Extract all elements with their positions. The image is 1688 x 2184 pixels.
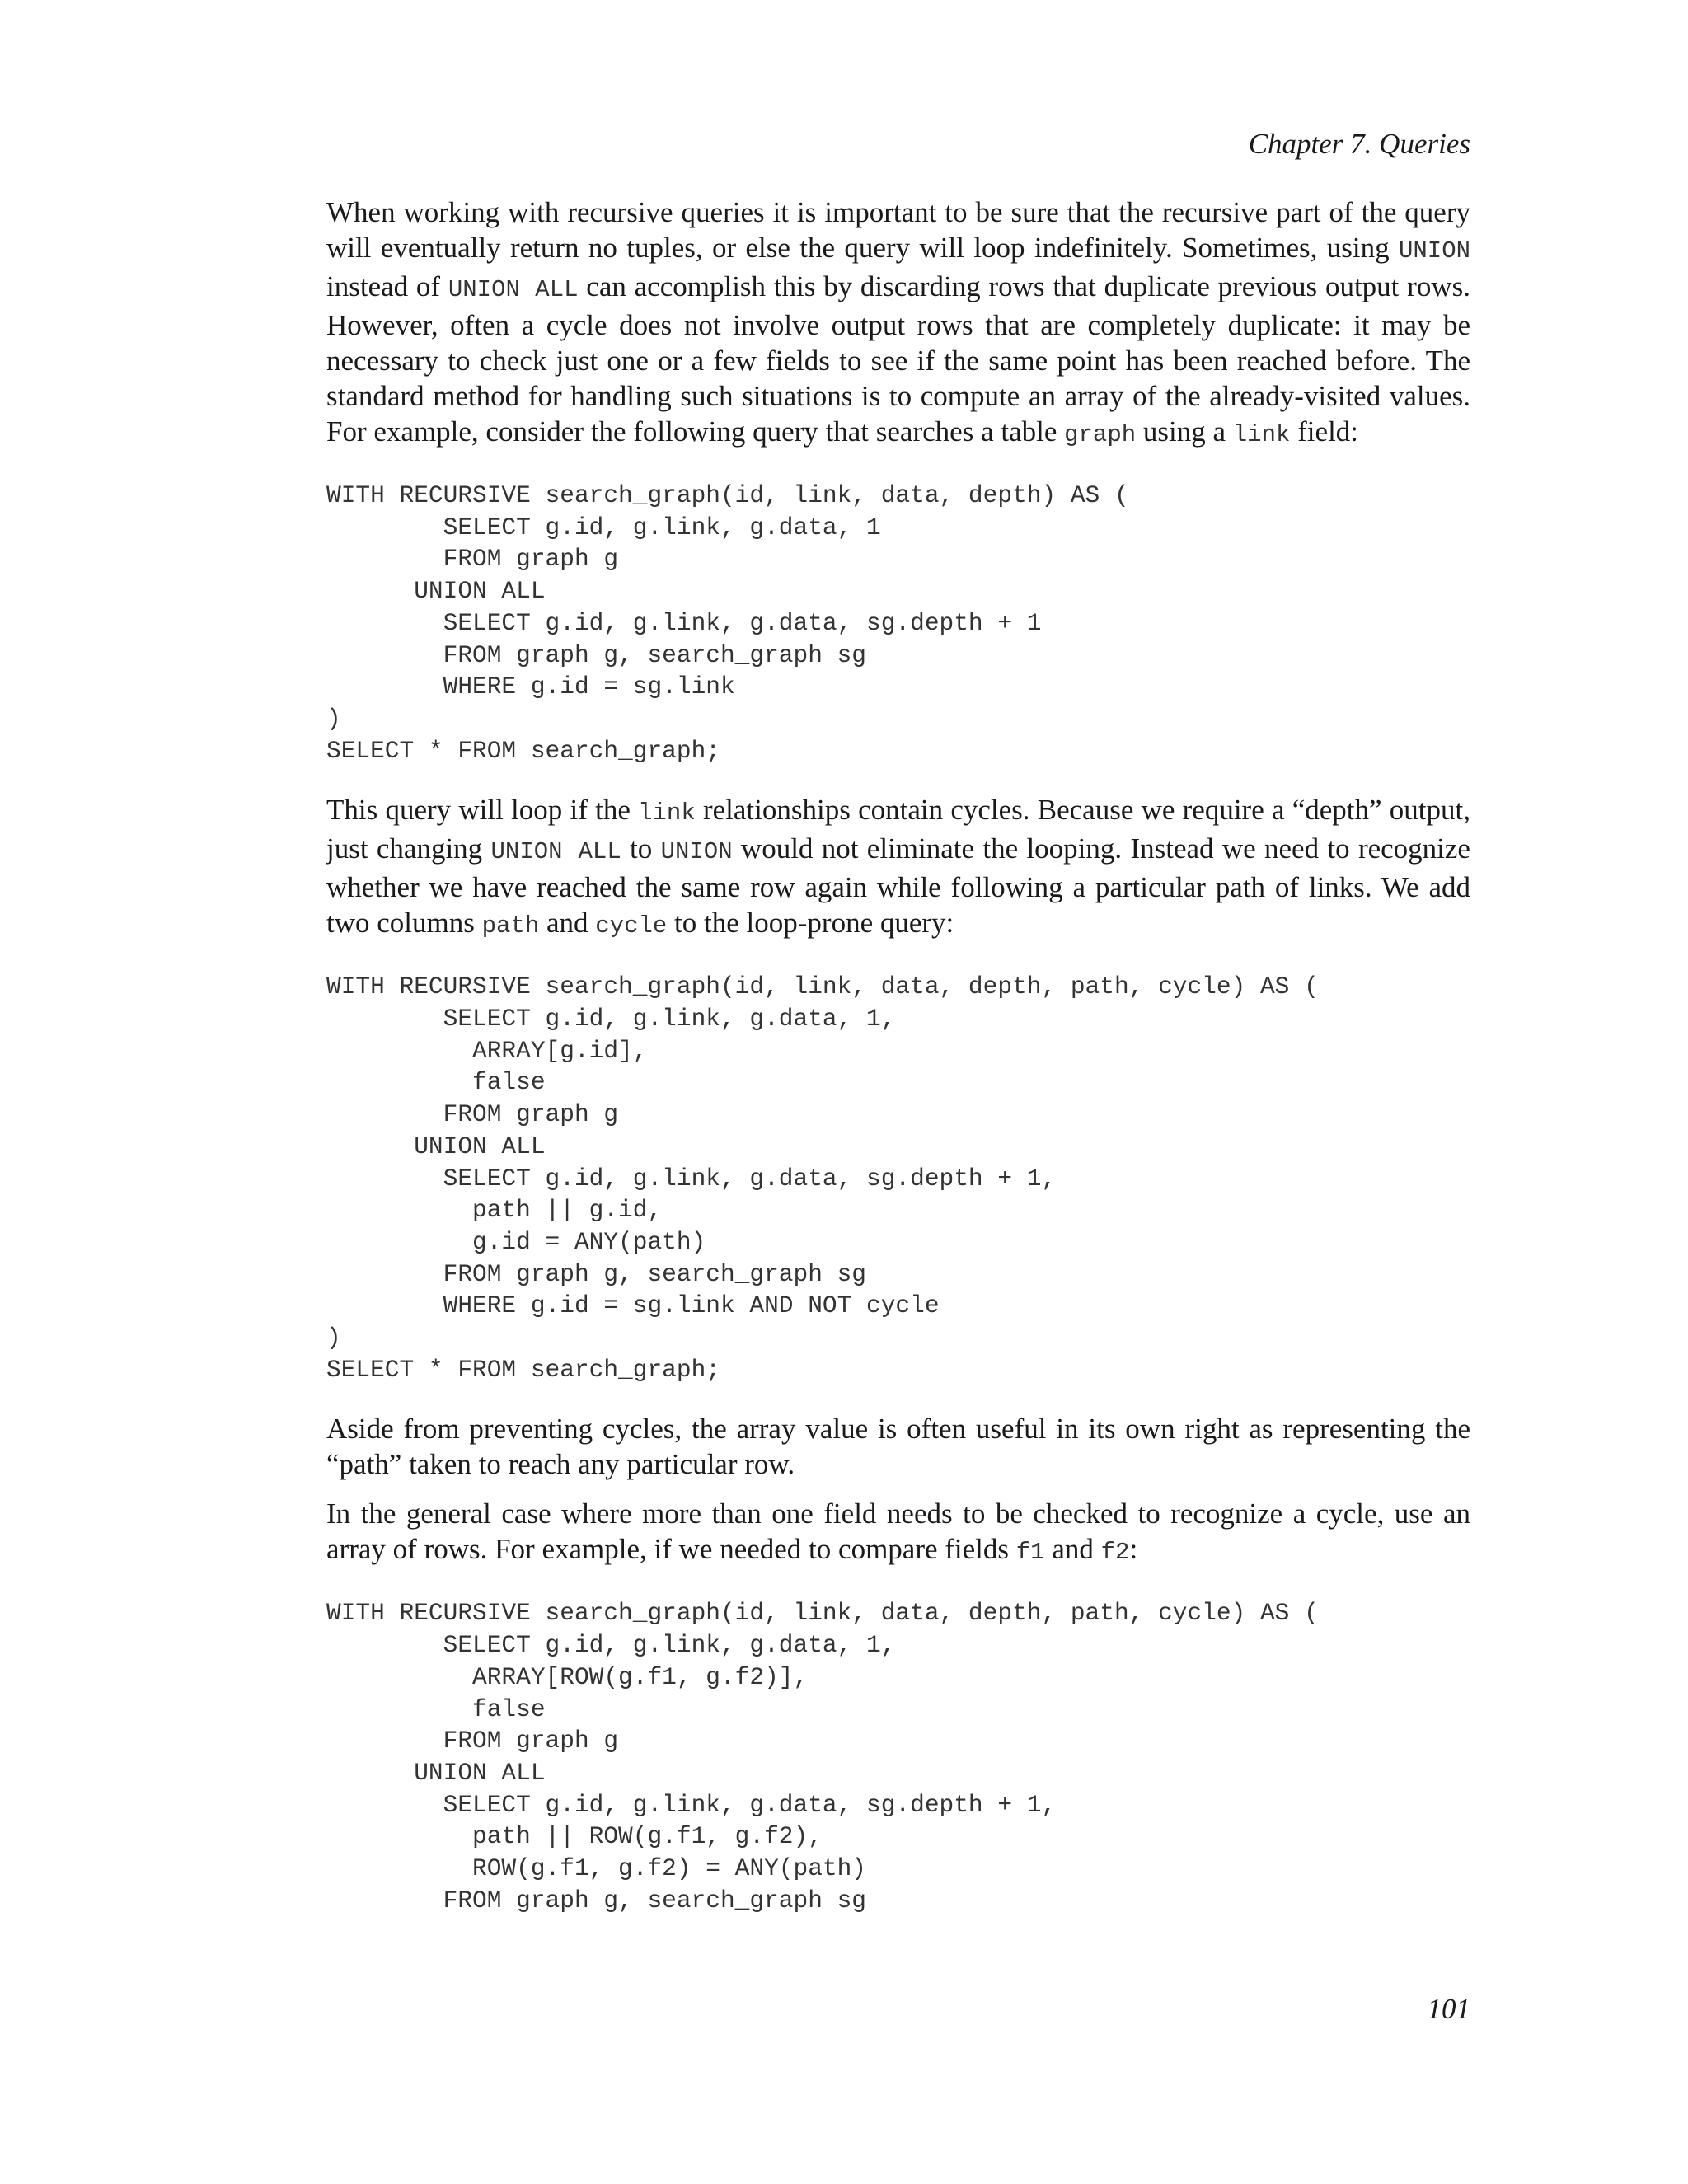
paragraph-recursive-intro <box>326 194 1470 452</box>
code-block-search-graph: WITH RECURSIVE search_graph(id, link, data, depth) AS ( SELECT g.id, g.link, g.data, 1 FROM graph g UNION ALL SELECT g.id, g.link, g.data, sg.depth + 1 FROM graph g, search_graph sg WHERE g.id = sg.link ) SELECT * FROM search_graph; <box>326 481 1129 765</box>
code-block-search-graph-cycle: WITH RECURSIVE search_graph(id, link, data, depth, path, cycle) AS ( SELECT g.id, g.link, g.data, 1, ARRAY[g.id], false FROM graph g UNION ALL SELECT g.id, g.link, g.data, sg.depth + 1, path || g.id, g.id = ANY(path) FROM graph g, search_graph sg WHERE g.id = sg.link AND NOT cycle ) SELECT * FROM search_graph; <box>326 972 1319 1384</box>
text: Aside from preventing cycles, the array value is often useful in its own right as representing the “path” taken to reach any particular row. <box>326 1413 1470 1481</box>
inline-code-cycle: cycle <box>595 912 668 940</box>
text: using a <box>1136 415 1233 448</box>
inline-code-f2: f2 <box>1100 1539 1130 1567</box>
text: instead of <box>326 270 448 302</box>
inline-code-union: UNION <box>1398 237 1470 265</box>
inline-code-path: path <box>481 912 540 940</box>
text: When working with recursive queries it is important to be sure that the recursive part of the query will eventually return no tuples, or else the query will loop indefinitely. Sometimes, using <box>326 196 1470 264</box>
inline-code-f1: f1 <box>1015 1539 1045 1567</box>
text: and <box>1044 1533 1101 1566</box>
running-header: Chapter 7. Queries <box>1248 128 1470 160</box>
page-number: 101 <box>1427 1993 1470 2025</box>
inline-code-union-all: UNION ALL <box>490 838 621 866</box>
text: can accomplish this by discarding rows that duplicate previous output rows. However, often a cycle does not involve output rows that are completely duplicate: it may be necessary to check just one or a few fields to see if the same point has been reached before. The standard method for handling such situations is to compute an array of the already-visited values. For example, consider the following query that searches a table <box>326 270 1470 448</box>
text: to <box>621 832 661 865</box>
text: and <box>539 907 596 940</box>
text: to the loop-prone query: <box>667 907 954 940</box>
page-content <box>326 194 1470 1917</box>
inline-code-graph: graph <box>1064 421 1137 448</box>
inline-code-link: link <box>1232 421 1291 448</box>
text: relationships contain cycles. Because we require a “depth” output, just changing <box>326 794 1470 865</box>
paragraph-path-array <box>326 1411 1470 1482</box>
inline-code-union-all: UNION ALL <box>448 276 579 303</box>
text: In the general case where more than one field needs to be checked to recognize a cycle, use an array of rows. For example, if we needed to compare fields <box>326 1497 1470 1566</box>
paragraph-loop-explanation <box>326 792 1470 944</box>
text: : <box>1129 1533 1138 1566</box>
text: would not eliminate the looping. Instead we need to recognize whether we have reached the same row again while following a particular path of links. We add two columns <box>326 832 1470 940</box>
text: This query will loop if the <box>326 794 639 827</box>
text: field: <box>1290 415 1359 448</box>
inline-code-union: UNION <box>660 838 733 866</box>
inline-code-link: link <box>638 799 696 827</box>
code-block-search-graph-rows: WITH RECURSIVE search_graph(id, link, data, depth, path, cycle) AS ( SELECT g.id, g.link, g.data, 1, ARRAY[ROW(g.f1, g.f2)], false FROM graph g UNION ALL SELECT g.id, g.link, g.data, sg.depth + 1, path || ROW(g.f1, g.f2), ROW(g.f1, g.f2) = ANY(path) FROM graph g, search_graph sg <box>326 1599 1319 1915</box>
paragraph-array-of-rows <box>326 1496 1470 1570</box>
